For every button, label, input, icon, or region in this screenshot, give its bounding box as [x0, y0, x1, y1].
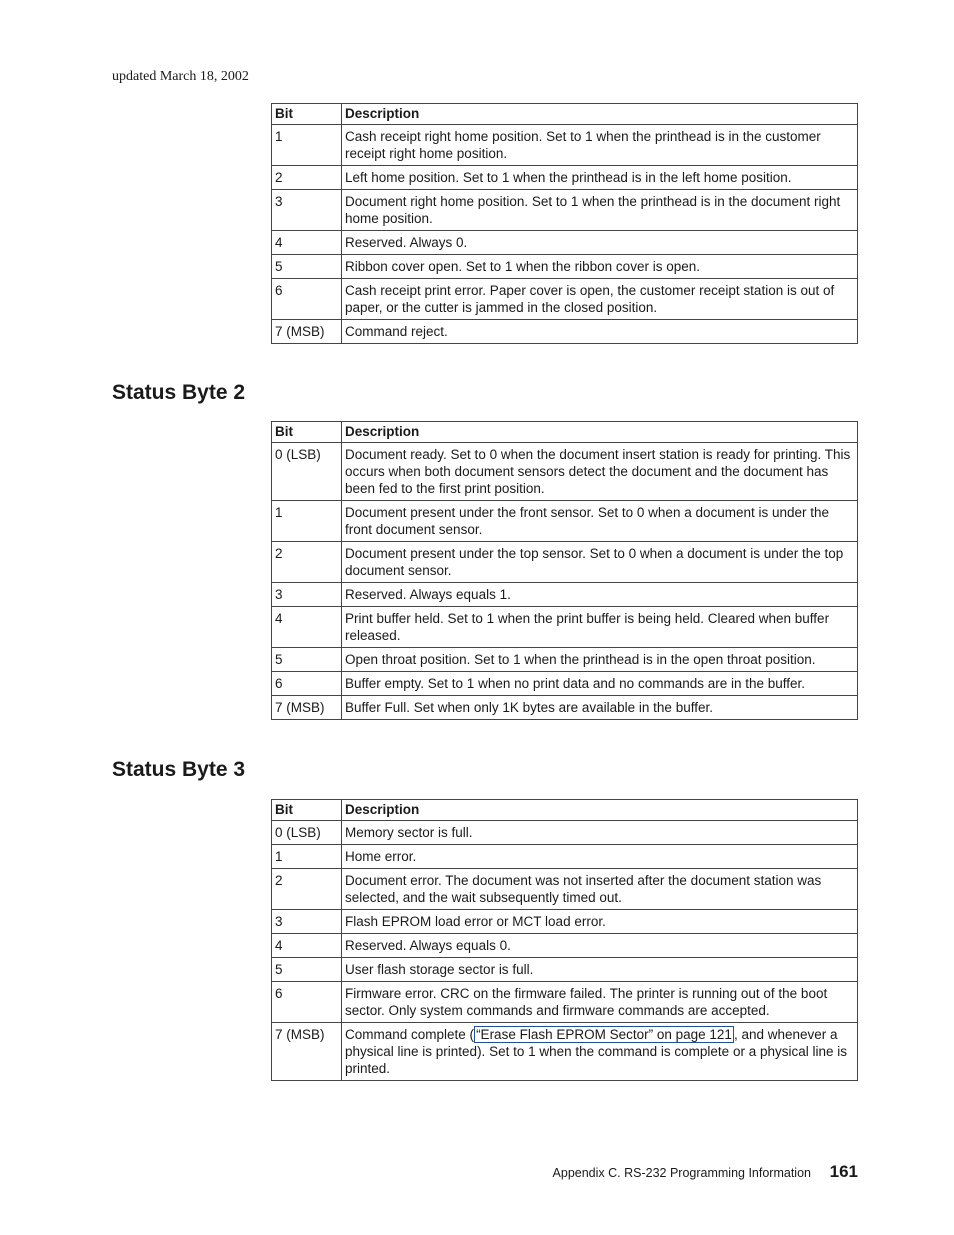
table-body	[272, 821, 858, 1023]
description-cell: Reserved. Always equals 0.	[342, 934, 858, 958]
table-header-row	[272, 104, 858, 125]
table-header-row	[272, 800, 858, 821]
bit-cell: 3	[272, 910, 342, 934]
bit-cell: 4	[272, 934, 342, 958]
description-cell	[342, 1023, 858, 1081]
bit-cell: 7 (MSB)	[272, 320, 342, 344]
description-column-header: Description	[342, 800, 858, 821]
erase-flash-eprom-sector-link[interactable]: “Erase Flash EPROM Sector” on page 121	[476, 1027, 732, 1042]
updated-date: updated March 18, 2002	[112, 69, 249, 84]
description-cell: Ribbon cover open. Set to 1 when the ribbon cover is open.	[342, 255, 858, 279]
table-body	[272, 125, 858, 344]
status-byte-3-table	[271, 799, 858, 1081]
footer-chapter-title: Appendix C. RS-232 Programming Information	[552, 1166, 811, 1180]
bit-cell: 3	[272, 190, 342, 231]
description-cell: Home error.	[342, 845, 858, 869]
description-cell: Left home position. Set to 1 when the printhead is in the left home position.	[342, 166, 858, 190]
bit-cell: 7 (MSB)	[272, 1023, 342, 1081]
bit-cell: 6	[272, 672, 342, 696]
description-cell: Buffer empty. Set to 1 when no print data and no commands are in the buffer.	[342, 672, 858, 696]
bit-cell: 2	[272, 166, 342, 190]
bit-cell: 5	[272, 958, 342, 982]
table-row	[272, 696, 858, 720]
table-row	[272, 583, 858, 607]
section-title-status-byte-2: Status Byte 2	[112, 381, 246, 404]
description-cell: User flash storage sector is full.	[342, 958, 858, 982]
description-cell: Cash receipt right home position. Set to 1 when the printhead is in the customer receipt right home position.	[342, 125, 858, 166]
bit-cell: 1	[272, 501, 342, 542]
description-cell: Buffer Full. Set when only 1K bytes are available in the buffer.	[342, 696, 858, 720]
bit-cell: 2	[272, 869, 342, 910]
bit-cell: 6	[272, 982, 342, 1023]
table-row	[272, 821, 858, 845]
bit-cell: 0 (LSB)	[272, 443, 342, 501]
description-cell: Cash receipt print error. Paper cover is open, the customer receipt station is out of paper, or the cutter is jammed in the closed position.	[342, 279, 858, 320]
description-text: Command complete (	[345, 1027, 475, 1042]
page-number: 161	[829, 1162, 858, 1181]
bit-cell: 6	[272, 279, 342, 320]
table-row	[272, 910, 858, 934]
bit-column-header: Bit	[272, 800, 342, 821]
table-row	[272, 542, 858, 583]
description-cell: Document ready. Set to 0 when the document insert station is ready for printing. This occurs when both document sensors detect the document and the document has been fed to the first print position.	[342, 443, 858, 501]
table-row	[272, 845, 858, 869]
status-byte-2-table	[271, 421, 858, 720]
table-row	[272, 320, 858, 344]
bit-cell: 5	[272, 648, 342, 672]
table-row	[272, 443, 858, 501]
bit-cell: 2	[272, 542, 342, 583]
bit-cell: 3	[272, 583, 342, 607]
description-cell: Print buffer held. Set to 1 when the print buffer is being held. Cleared when buffer released.	[342, 607, 858, 648]
table-row	[272, 672, 858, 696]
bit-cell: 7 (MSB)	[272, 696, 342, 720]
table-row	[272, 982, 858, 1023]
table-row	[272, 501, 858, 542]
table-row	[272, 255, 858, 279]
description-column-header: Description	[342, 104, 858, 125]
table-row	[272, 190, 858, 231]
table-row	[272, 648, 858, 672]
table-row	[272, 279, 858, 320]
description-cell: Memory sector is full.	[342, 821, 858, 845]
description-cell: Document present under the top sensor. Set to 0 when a document is under the top document sensor.	[342, 542, 858, 583]
description-cell: Reserved. Always 0.	[342, 231, 858, 255]
table-row	[272, 231, 858, 255]
bit-cell: 1	[272, 125, 342, 166]
table-row	[272, 1023, 858, 1081]
status-byte-1-table	[271, 103, 858, 344]
description-cell: Command reject.	[342, 320, 858, 344]
description-cell: Document error. The document was not inserted after the document station was selected, and the wait subsequently timed out.	[342, 869, 858, 910]
bit-column-header: Bit	[272, 422, 342, 443]
bit-cell: 0 (LSB)	[272, 821, 342, 845]
description-cell: Reserved. Always equals 1.	[342, 583, 858, 607]
description-cell: Document right home position. Set to 1 when the printhead is in the document right home position.	[342, 190, 858, 231]
description-cell: Document present under the front sensor. Set to 0 when a document is under the front document sensor.	[342, 501, 858, 542]
table-row	[272, 934, 858, 958]
bit-cell: 1	[272, 845, 342, 869]
bit-cell: 4	[272, 607, 342, 648]
bit-cell: 5	[272, 255, 342, 279]
table-row	[272, 869, 858, 910]
description-cell: Firmware error. CRC on the firmware failed. The printer is running out of the boot sector. Only system commands and firmware commands are accepted.	[342, 982, 858, 1023]
table-header-row	[272, 422, 858, 443]
description-column-header: Description	[342, 422, 858, 443]
bit-cell: 4	[272, 231, 342, 255]
table-row	[272, 166, 858, 190]
description-cell: Open throat position. Set to 1 when the printhead is in the open throat position.	[342, 648, 858, 672]
description-text: , and whenever a physical line is printed). Set to 1 when the command is complete or a physical line is printed.	[345, 1027, 847, 1076]
table-row	[272, 125, 858, 166]
section-title-status-byte-3: Status Byte 3	[112, 758, 246, 781]
bit-column-header: Bit	[272, 104, 342, 125]
table-row	[272, 607, 858, 648]
table-row	[272, 958, 858, 982]
description-cell: Flash EPROM load error or MCT load error.	[342, 910, 858, 934]
table-body	[272, 443, 858, 720]
